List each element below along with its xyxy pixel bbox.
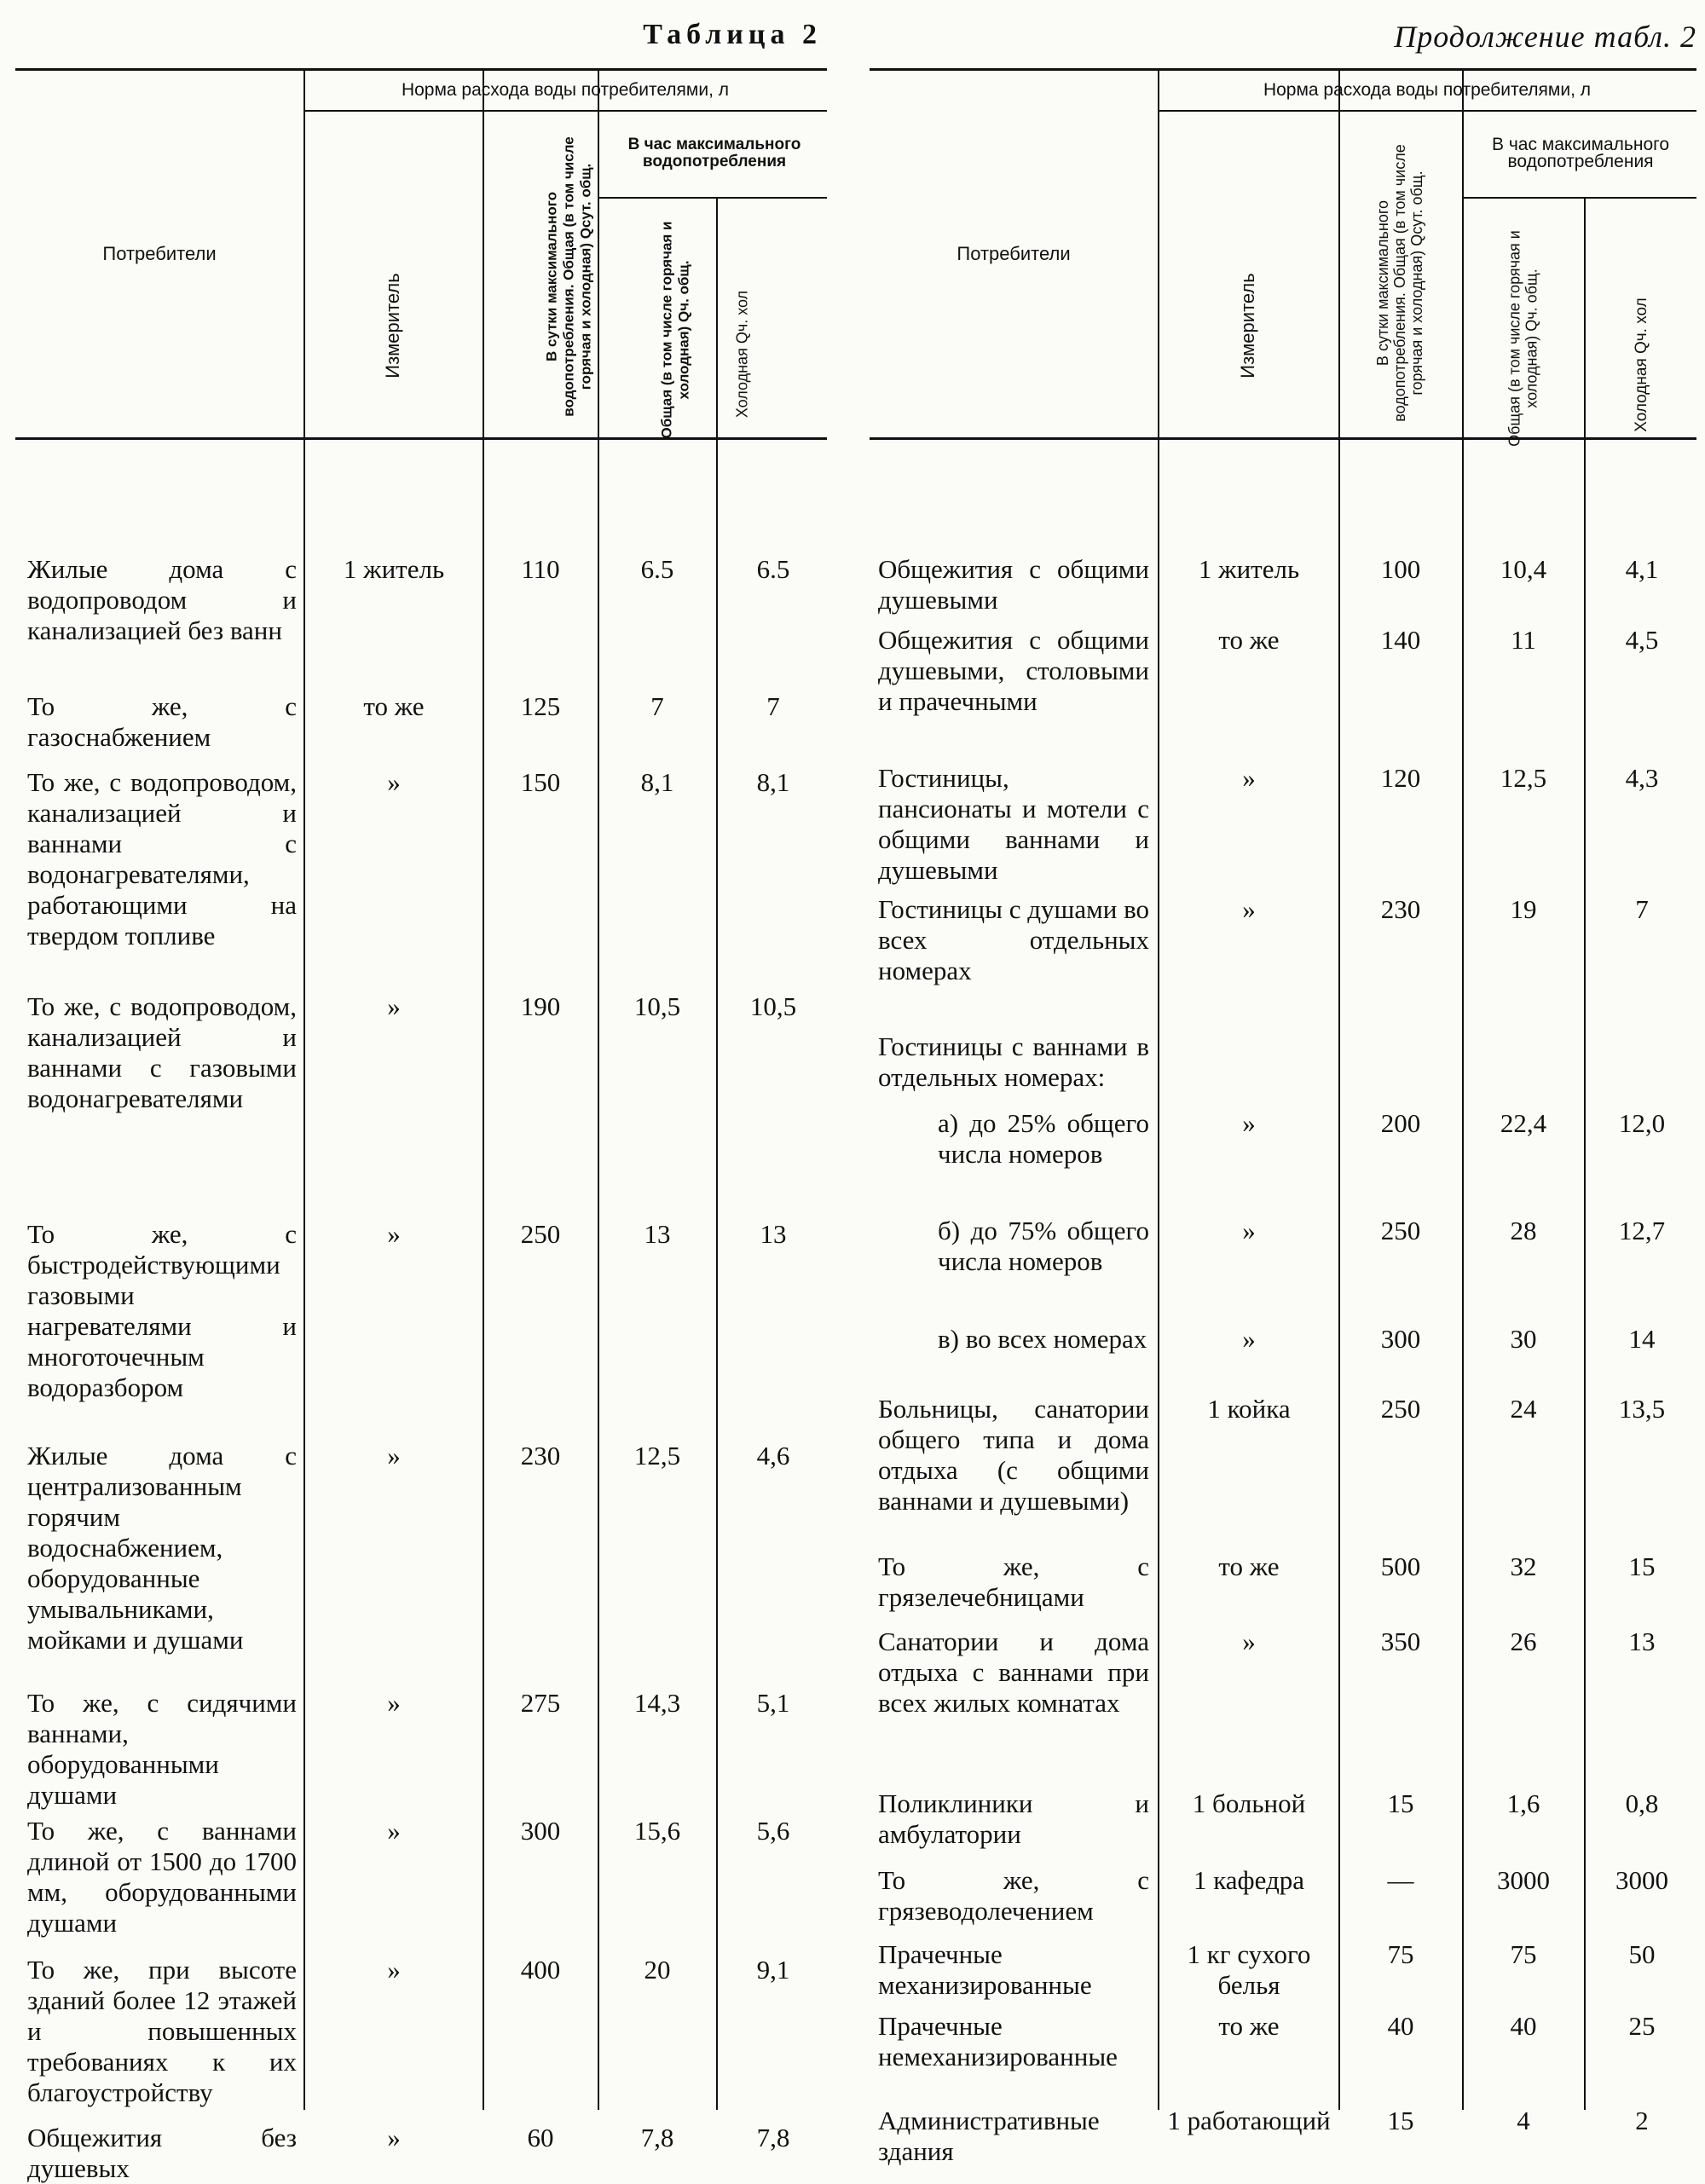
hour-total-cell: 26 xyxy=(1510,1626,1537,1656)
unit-cell: » xyxy=(387,1816,401,1846)
header-daily: В сутки максимального водопотребления. Общая (в том числе горячая и холодная) Qсут. общ. xyxy=(543,136,593,417)
unit-cell: 1 кг сухого белья xyxy=(1187,1939,1311,2000)
daily-cell: 190 xyxy=(520,991,561,1021)
unit-cell: 1 житель xyxy=(1198,554,1300,584)
unit-cell: » xyxy=(1242,1216,1256,1245)
table-right xyxy=(870,68,1696,2166)
daily-cell: 150 xyxy=(520,767,561,797)
daily-cell: 500 xyxy=(1380,1551,1421,1581)
consumer-name: То же, с газоснабжением xyxy=(27,691,297,752)
consumer-name: Административные здания xyxy=(878,2106,1100,2166)
daily-cell: 110 xyxy=(521,554,560,584)
hour-cold-cell: 13 xyxy=(1628,1626,1656,1656)
hour-cold-cell: 4,5 xyxy=(1625,625,1659,655)
hour-total-cell: 28 xyxy=(1510,1216,1537,1245)
hour-cold-cell: 25 xyxy=(1628,2011,1656,2041)
table-header xyxy=(15,68,827,440)
consumer-name: а) до 25% общего числа номеров xyxy=(938,1108,1149,1169)
hour-cold-cell: 4,1 xyxy=(1625,554,1659,584)
consumer-name: Жилые дома с водопроводом и канализацией без ванн xyxy=(27,554,297,645)
hour-total-cell: 3000 xyxy=(1497,1865,1550,1895)
consumer-name: Жилые дома с централизованным горячим водоснабжением, оборудованные умывальниками, мойками и душами xyxy=(27,1441,297,1655)
header-consumers: Потребители xyxy=(102,243,217,264)
unit-cell: 1 житель xyxy=(343,554,445,584)
hour-cold-cell: 3000 xyxy=(1615,1865,1668,1895)
daily-cell: 15 xyxy=(1387,2106,1414,2135)
header-hour-cold: Холодная Qч. хол xyxy=(1633,298,1650,432)
hour-cold-cell: 50 xyxy=(1628,1939,1656,1969)
unit-cell: » xyxy=(387,767,401,797)
table-header xyxy=(870,68,1696,447)
consumer-name: То же, с ваннами длиной от 1500 до 1700 мм, оборудованными душами xyxy=(27,1816,297,1938)
daily-cell: 230 xyxy=(1380,894,1421,924)
daily-cell: 15 xyxy=(1387,1788,1414,1818)
header-hour-cold: Холодная Qч. хол xyxy=(733,290,750,419)
daily-cell: 250 xyxy=(520,1219,561,1249)
hour-total-cell: 14,3 xyxy=(633,1688,681,1718)
daily-cell: 60 xyxy=(527,2123,554,2152)
consumer-name: Общежития без душевых xyxy=(27,2123,297,2183)
unit-cell: то же xyxy=(1218,625,1280,655)
hour-total-cell: 6.5 xyxy=(640,554,674,584)
header-hour-total: Общая (в том числе горячая и холодная) Qч. общ. xyxy=(1506,230,1540,447)
hour-cold-cell: 2 xyxy=(1635,2106,1649,2135)
header-norm: Норма расхода воды потребителями, л xyxy=(1263,80,1592,100)
daily-cell: 75 xyxy=(1387,1939,1414,1969)
daily-cell: 400 xyxy=(520,1955,561,1985)
hour-cold-cell: 13 xyxy=(760,1219,787,1249)
hour-cold-cell: 4,6 xyxy=(756,1441,790,1470)
hour-cold-cell: 13,5 xyxy=(1618,1394,1666,1424)
hour-total-cell: 12,5 xyxy=(1500,763,1547,793)
consumer-name: Гостиницы, пансионаты и мотели с общими ваннами и душевыми xyxy=(878,763,1149,885)
header-norm: Норма расхода воды потребителями, л xyxy=(401,80,730,100)
hour-cold-cell: 12,7 xyxy=(1618,1216,1666,1245)
header-hour-total: Общая (в том числе горячая и холодная) Qч. общ. xyxy=(658,221,692,439)
header-max-hour: В час максимального водопотребления xyxy=(1491,135,1670,171)
consumer-name: Санатории и дома отдыха с ваннами при всех жилых комнатах xyxy=(878,1626,1149,1718)
consumer-name: Гостиницы с ваннами в отдельных номерах: xyxy=(878,1031,1149,1092)
table-left xyxy=(15,68,827,2183)
daily-cell: 125 xyxy=(520,691,561,721)
unit-cell: » xyxy=(1242,1324,1256,1354)
header-unit: Измеритель xyxy=(1237,273,1258,378)
hour-cold-cell: 0,8 xyxy=(1625,1788,1659,1818)
consumer-name: Прачечные немеханизированные xyxy=(878,2011,1118,2071)
daily-cell: 350 xyxy=(1380,1626,1421,1656)
hour-cold-cell: 7 xyxy=(766,691,780,721)
consumer-name: Общежития с общими душевыми, столовыми и прачечными xyxy=(878,625,1149,716)
unit-cell: » xyxy=(387,1688,401,1718)
table-body xyxy=(15,437,827,2183)
hour-total-cell: 11 xyxy=(1511,625,1536,655)
hour-total-cell: 1,6 xyxy=(1506,1788,1540,1818)
consumer-name: То же, с грязеводолечением xyxy=(878,1865,1149,1926)
hour-cold-cell: 14 xyxy=(1628,1324,1656,1354)
consumer-name: То же, с грязелечебницами xyxy=(878,1551,1149,1612)
hour-total-cell: 40 xyxy=(1510,2011,1537,2041)
daily-cell: 230 xyxy=(520,1441,561,1470)
unit-cell: » xyxy=(387,1955,401,1985)
hour-total-cell: 75 xyxy=(1510,1939,1537,1969)
hour-total-cell: 10,5 xyxy=(633,991,681,1021)
unit-cell: 1 кафедра xyxy=(1193,1865,1305,1895)
hour-total-cell: 32 xyxy=(1510,1551,1537,1581)
consumer-name: Гостиницы с душами во всех отдельных номерах xyxy=(878,894,1150,985)
daily-cell: 100 xyxy=(1380,554,1421,584)
consumer-name: Прачечные механизированные xyxy=(878,1939,1092,2000)
header-consumers: Потребители xyxy=(957,243,1071,264)
daily-cell: 300 xyxy=(520,1816,561,1846)
consumer-name: в) во всех номерах xyxy=(938,1324,1147,1354)
unit-cell: 1 работающий xyxy=(1167,2106,1331,2135)
hour-total-cell: 7,8 xyxy=(640,2123,674,2152)
hour-total-cell: 24 xyxy=(1510,1394,1537,1424)
hour-total-cell: 8,1 xyxy=(640,767,674,797)
unit-cell: » xyxy=(1242,1626,1256,1656)
consumer-name: Поликлиники и амбулатории xyxy=(878,1788,1149,1849)
unit-cell: » xyxy=(1242,763,1256,793)
consumer-name: То же, с сидячими ваннами, оборудованными душами xyxy=(27,1688,297,1810)
header-daily: В сутки максимального водопотребления. Общая (в том числе горячая и холодная) Qсут. общ. xyxy=(1374,144,1425,422)
consumer-name: То же, с водопроводом, канализацией и ваннами с водонагревателями, работающими на твердом топливе xyxy=(27,767,297,950)
daily-cell: 40 xyxy=(1387,2011,1414,2041)
hour-cold-cell: 12,0 xyxy=(1618,1108,1666,1138)
unit-cell: 1 койка xyxy=(1207,1394,1291,1424)
unit-cell: то же xyxy=(1218,2011,1280,2041)
hour-total-cell: 22,4 xyxy=(1500,1108,1547,1138)
hour-total-cell: 7 xyxy=(650,691,664,721)
table-body xyxy=(870,437,1696,2166)
unit-cell: » xyxy=(387,991,401,1021)
hour-total-cell: 30 xyxy=(1510,1324,1537,1354)
unit-cell: то же xyxy=(363,691,425,721)
header-max-hour: В час максимального водопотребления xyxy=(627,136,801,170)
unit-cell: » xyxy=(1242,894,1256,924)
hour-cold-cell: 6.5 xyxy=(756,554,790,584)
unit-cell: » xyxy=(387,1219,401,1249)
daily-cell: — xyxy=(1387,1865,1414,1895)
unit-cell: » xyxy=(387,1441,401,1470)
unit-cell: то же xyxy=(1218,1551,1280,1581)
hour-total-cell: 15,6 xyxy=(633,1816,681,1846)
hour-total-cell: 4 xyxy=(1517,2106,1530,2135)
table-continuation-title: Продолжение табл. 2 xyxy=(1394,20,1696,54)
hour-cold-cell: 15 xyxy=(1628,1551,1656,1581)
hour-total-cell: 20 xyxy=(644,1955,671,1985)
hour-total-cell: 10,4 xyxy=(1500,554,1547,584)
header-unit: Измеритель xyxy=(382,273,403,378)
consumer-name: б) до 75% общего числа номеров xyxy=(938,1216,1149,1276)
unit-cell: 1 больной xyxy=(1192,1788,1306,1818)
hour-total-cell: 12,5 xyxy=(633,1441,681,1470)
consumer-name: То же, при высоте зданий более 12 этажей и повышенных требованиях к их благоустройству xyxy=(27,1955,297,2107)
hour-cold-cell: 5,6 xyxy=(756,1816,790,1846)
daily-cell: 300 xyxy=(1380,1324,1421,1354)
daily-cell: 200 xyxy=(1380,1108,1421,1138)
hour-cold-cell: 7,8 xyxy=(756,2123,790,2152)
hour-cold-cell: 7 xyxy=(1635,894,1649,924)
hour-cold-cell: 8,1 xyxy=(756,767,790,797)
hour-cold-cell: 5,1 xyxy=(756,1688,790,1718)
unit-cell: » xyxy=(387,2123,401,2152)
consumer-name: Общежития с общими душевыми xyxy=(878,554,1149,615)
hour-cold-cell: 4,3 xyxy=(1625,763,1659,793)
consumer-name: То же, с быстродействующими газовыми нагревателями и многоточечным водоразбором xyxy=(27,1219,297,1402)
daily-cell: 120 xyxy=(1380,763,1421,793)
hour-total-cell: 13 xyxy=(644,1219,671,1249)
daily-cell: 250 xyxy=(1380,1394,1421,1424)
consumer-name: Больницы, санатории общего типа и дома отдыха (с общими ваннами и душевыми) xyxy=(878,1394,1149,1516)
hour-total-cell: 19 xyxy=(1510,894,1537,924)
daily-cell: 250 xyxy=(1380,1216,1421,1245)
table-title: Таблица 2 xyxy=(643,19,822,50)
hour-cold-cell: 9,1 xyxy=(756,1955,790,1985)
consumer-name: То же, с водопроводом, канализацией и ваннами с газовыми водонагревателями xyxy=(27,991,297,1113)
hour-cold-cell: 10,5 xyxy=(749,991,797,1021)
daily-cell: 140 xyxy=(1380,625,1421,655)
unit-cell: » xyxy=(1242,1108,1256,1138)
daily-cell: 275 xyxy=(520,1688,561,1718)
